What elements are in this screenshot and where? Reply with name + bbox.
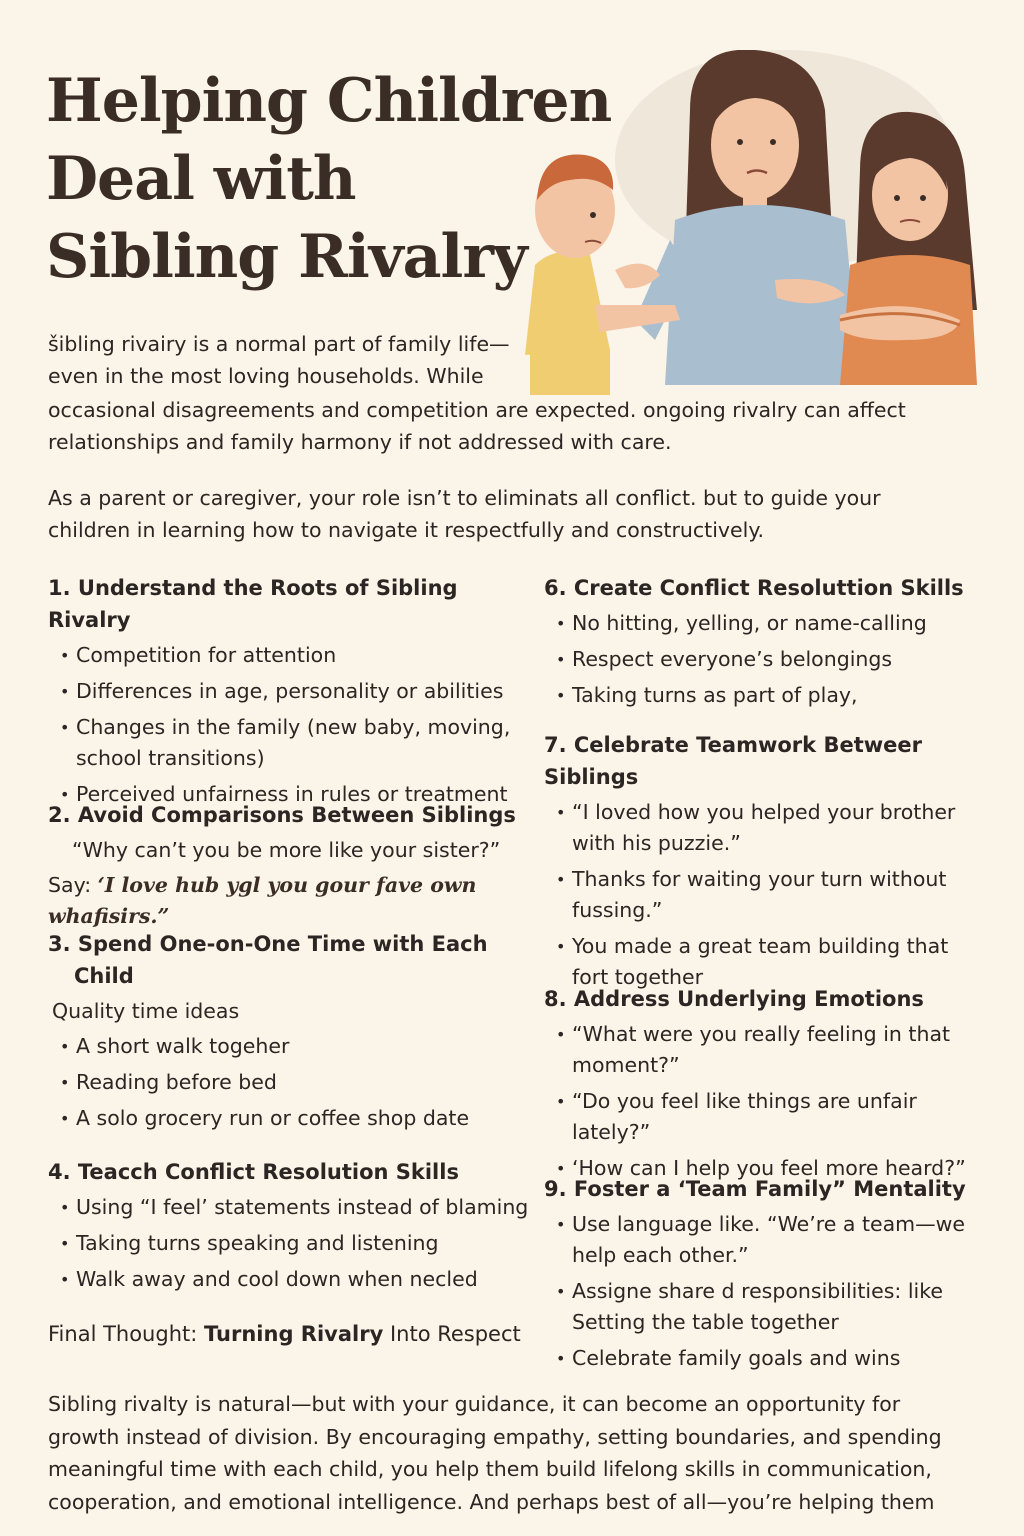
section-3-heading-b: Child	[74, 964, 134, 988]
list-item: • “I loved how you helped your brother with his puzzie.”	[544, 797, 984, 859]
section-2	[48, 799, 538, 932]
section-3-heading	[48, 928, 538, 992]
list-item: • Differences in age, personality or abilities	[48, 676, 538, 707]
family-illustration	[515, 50, 995, 395]
list-item: • ‘How can I help you feel more heard?”	[544, 1153, 984, 1184]
say-line	[48, 870, 538, 932]
final-thought-bold: Turning Rivalry	[204, 1322, 384, 1346]
intro-text	[48, 328, 518, 392]
section-6	[544, 572, 984, 716]
say-handwritten-text: ‘I love hub ygl you gour fave own whafisirs.”	[48, 873, 477, 928]
list-item: • A solo grocery run or coffee shop date	[48, 1103, 538, 1134]
list-item: • Celebrate family goals and wins	[544, 1343, 984, 1374]
section-3-subhead: Quality time ideas	[52, 999, 240, 1023]
section-1	[48, 572, 538, 815]
list-item: • Reading before bed	[48, 1067, 538, 1098]
title-line-3: Sibling Rivalry	[46, 222, 527, 292]
section-9	[544, 1173, 984, 1379]
list-item: • “What were you really feeling in that moment?”	[544, 1019, 984, 1081]
list-item: • Taking turns speaking and listening	[48, 1228, 538, 1259]
intro-continued: occasional disagreements and competition are expected. ongoing rivalry can affect relationships and family harmony if not addressed with care.	[48, 398, 906, 454]
section-8-heading: 8. Address Underlying Emotions	[544, 987, 924, 1011]
list-item: • Perceived unfairness in rules or treatment	[48, 779, 538, 810]
list-item: • Respect everyone’s belongings	[544, 644, 984, 675]
section-2-heading: 2. Avoid Comparisons Between Siblings	[48, 803, 516, 827]
final-thought	[48, 1318, 521, 1350]
section-8	[544, 983, 984, 1189]
section-9-heading: 9. Foster a ‘Team Family” Mentality	[544, 1177, 966, 1201]
list-item: • Changes in the family (new baby, moving, school transitions)	[48, 712, 538, 774]
comparison-quote: “Why can’t you be more like your sister?”	[72, 838, 501, 862]
closing-paragraph: Sibling rivalty is natural—but with your guidance, it can become an opportunity for growth instead of division. By encouraging empathy, setting boundaries, and spending meaningful time with each child, you help them build lifelong skills in communication, cooperation, and emotional intelligence. And perhaps best of all—you’re helping them	[48, 1392, 942, 1514]
section-1-heading: 1. Understand the Roots of Sibling Rivalry	[48, 576, 458, 632]
list-item: • You made a great team building that fort together	[544, 931, 984, 993]
list-item: • Use language like. “We’re a team—we help each other.”	[544, 1209, 984, 1271]
list-item: • Assigne share d responsibilities: like Setting the table together	[544, 1276, 984, 1338]
section-7	[544, 729, 984, 998]
list-item: • Using “I feel’ statements instead of blaming	[48, 1192, 538, 1223]
list-item: • Thanks for waiting your turn without fussing.”	[544, 864, 984, 926]
final-thought-rest: Into Respect	[389, 1322, 521, 1346]
say-label: Say:	[48, 873, 92, 897]
list-item: • Taking turns as part of play,	[544, 680, 984, 711]
section-4	[48, 1156, 538, 1300]
title-line-2: Deal with	[46, 144, 356, 214]
list-item: • No hitting, yelling, or name-calling	[544, 608, 984, 639]
intro-line-2: even in the most loving households. While	[48, 364, 484, 388]
parent-role-paragraph: As a parent or caregiver, your role isn’t to eliminats all conflict. but to guide your children in learning how to navigate it respectfully and constructively.	[48, 486, 881, 542]
section-4-heading: 4. Teacch Conflict Resolution Skills	[48, 1160, 459, 1184]
list-item: • “Do you feel like things are unfair lately?”	[544, 1086, 984, 1148]
section-3	[48, 928, 538, 1139]
title-line-1: Helping Children	[46, 66, 612, 136]
list-item: • Walk away and cool down when necled	[48, 1264, 538, 1295]
final-thought-label: Final Thought:	[48, 1322, 198, 1346]
section-7-heading: 7. Celebrate Teamwork Betweer Siblings	[544, 733, 922, 789]
list-item: • Competition for attention	[48, 640, 538, 671]
intro-line-1: šibling rivairy is a normal part of family life—	[48, 332, 510, 356]
list-item: • A short walk togeher	[48, 1031, 538, 1062]
section-3-heading-a: 3. Spend One-on-One Time with Each	[48, 932, 488, 956]
section-6-heading: 6. Create Conflict Resoluttion Skills	[544, 576, 964, 600]
